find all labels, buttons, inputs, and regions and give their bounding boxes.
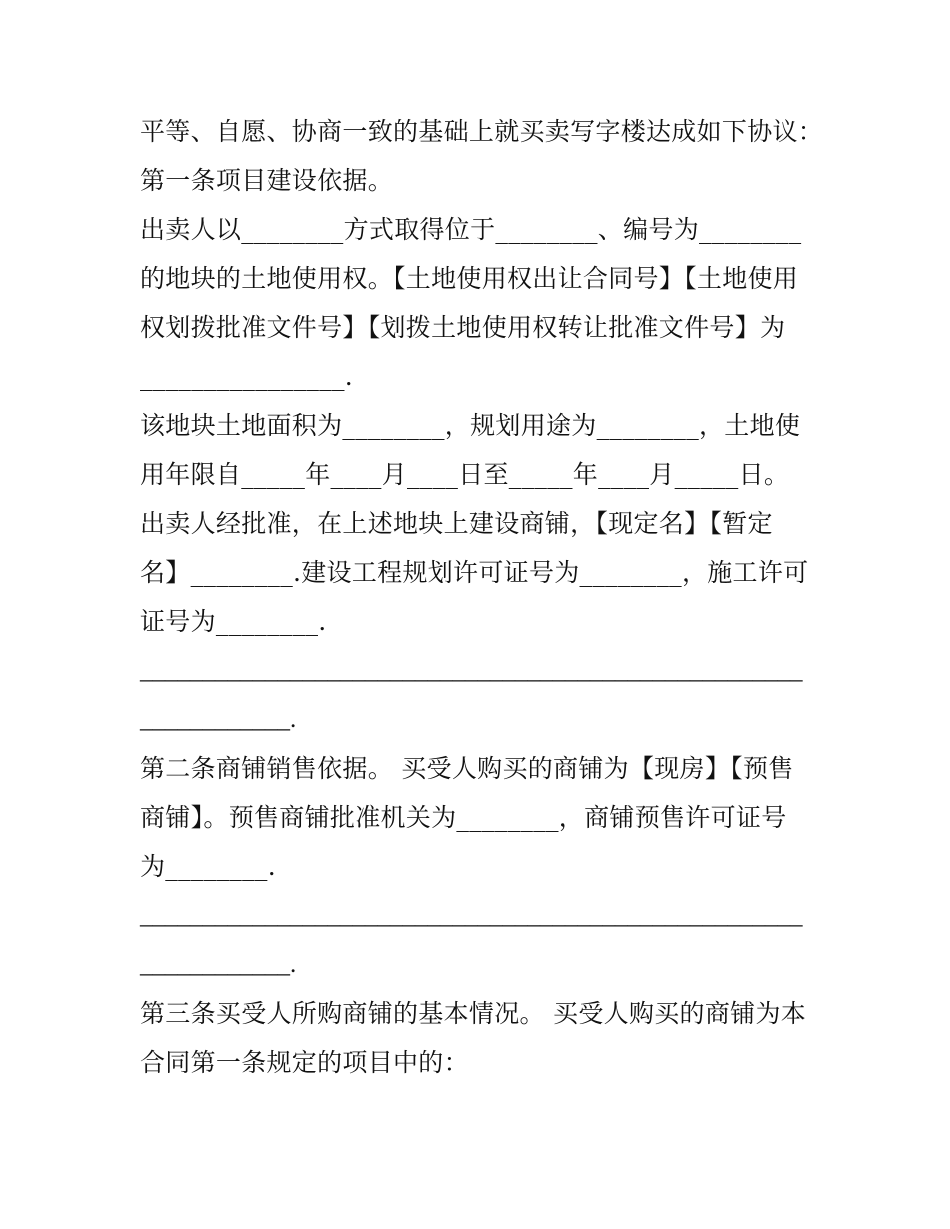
text-line-blank-number: ________________. xyxy=(140,362,354,391)
heading-article-1: 第一条项目建设依据。 xyxy=(140,166,394,195)
text-line-use-period: 用年限自_____年____月____日至_____年____月_____日。 xyxy=(140,460,790,489)
text-line-construction: 出卖人经批准，在上述地块上建设商铺，【现定名】【暂定 xyxy=(140,509,773,538)
text-line-land-use-right: 的地块的土地使用权。【土地使用权出让合同号】【土地使用 xyxy=(140,264,799,293)
blank-rule-line-end: ____________. xyxy=(140,706,297,733)
text-line-presale-permit: 为________. xyxy=(140,852,276,881)
text-line-land-area: 该地块土地面积为________，规划用途为________，土地使 xyxy=(140,411,801,440)
text-line-shop-project: 合同第一条规定的项目中的： xyxy=(140,1048,469,1077)
blank-rule-line: _____________________________________________________ xyxy=(140,657,803,684)
heading-article-3: 第三条买受人所购商铺的基本情况。 买受人购买的商铺为本 xyxy=(140,999,807,1028)
heading-article-2: 第二条商铺销售依据。 买受人购买的商铺为【现房】【预售 xyxy=(140,754,794,783)
text-line-presale-authority: 商铺】。预售商铺批准机关为________，商铺预售许可证号 xyxy=(140,803,787,832)
text-line-land-acquisition: 出卖人以________方式取得位于________、编号为________ xyxy=(140,215,802,244)
document-body xyxy=(140,107,824,1087)
text-line-permit-documents: 权划拨批准文件号】【划拨土地使用权转让批准文件号】为 xyxy=(140,313,786,342)
text-line-planning-permit: 名】________.建设工程规划许可证号为________，施工许可 xyxy=(140,558,809,587)
blank-rule-line-end: ____________. xyxy=(140,951,297,978)
text-line-construction-permit: 证号为________. xyxy=(140,607,327,636)
blank-rule-line: _____________________________________________________ xyxy=(140,902,803,929)
text-line-intro: 平等、自愿、协商一致的基础上就买卖写字楼达成如下协议： xyxy=(140,117,824,146)
